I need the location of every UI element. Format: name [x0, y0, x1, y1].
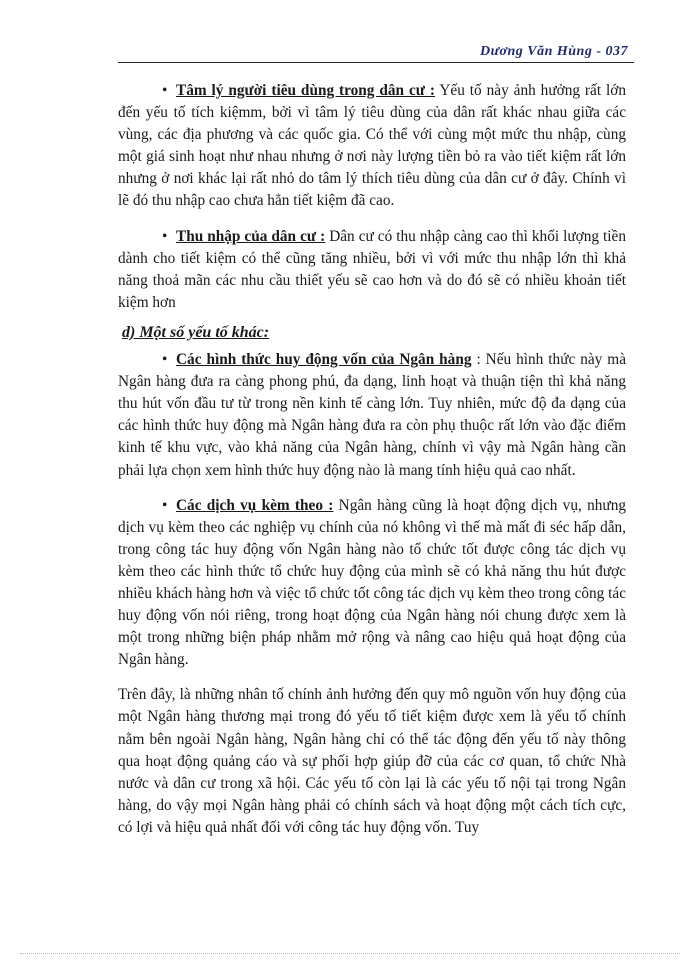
paragraph-text: Yếu tố này ảnh hưởng rất lớn đến yếu tố tích kiệmm, bởi vì tâm lý tiêu dùng của dân rất khác nhau giữa các vùng, các địa phương và các quốc gia. Có thể với cùng một mức thu nhập, cùng một giá sinh hoạt như nhau nhưng ở nơi này lượng tiền bỏ ra vào tiết kiệm rất lớn nhưng ở nơi khác lại rất nhỏ do tâm lý thích tiêu dùng của dân cư ở đây. Chính vì lẽ đó thu nhập cao chưa hẳn tiết kiệm đã cao. [118, 82, 626, 210]
paragraph-text: Ngân hàng cũng là hoạt động dịch vụ, nhưng dịch vụ kèm theo các nghiệp vụ chính của nó không vì thế mà mất đi séc hấp dẫn, trong công tác huy động vốn Ngân hàng nào tổ chức tốt được công tác dịch vụ kèm theo các hình thức tổ chức huy động của mình sẽ có khả năng thu hút được nhiều khách hàng hơn và việc tổ chức tốt công tác dịch vụ kèm theo trong công tác huy động vốn nói riêng, trong hoạt động của Ngân hàng nói chung được xem là một trong những biện pháp nhằm mở rộng và nâng cao hiệu quả hoạt động của Ngân hàng. [118, 496, 626, 669]
paragraph-consumer-psychology [118, 80, 626, 213]
page-header-author: Dương Văn Hùng - 037 [479, 44, 628, 59]
header-rule [118, 62, 634, 63]
paragraph-lead: Các hình thức huy động vốn của Ngân hàng [176, 351, 472, 369]
paragraph-text: Dân cư có thu nhập càng cao thì khối lượng tiền dành cho tiết kiệm có thể cũng tăng nhiều, bởi vì với mức thu nhập lớn thì khả năng thoả mãn các nhu cầu thiết yếu sẽ cao hơn và do đó sẽ có nhiều khoản tiết kiệm hơn [118, 227, 626, 311]
bullet-icon: • [162, 227, 168, 245]
paragraph-lead: Thu nhập của dân cư : [176, 227, 326, 245]
footer-dotted-rule [20, 953, 680, 954]
paragraph-mobilization-forms [118, 349, 626, 482]
paragraph-closing: Trên đây, là những nhân tố chính ảnh hưởng đến quy mô nguồn vốn huy động của một Ngân hàng thương mại trong đó yếu tố tiết kiệm được xem là yếu tố chính nằm bên ngoài Ngân hàng, Ngân hàng chỉ có thể tác động đến yếu tố này thông qua hoạt động quảng cáo và sự phối hợp giúp đỡ của các cơ quan, tổ chức Nhà nước và dân cư trong xã hội. Các yếu tố còn lại là các yếu tố nội tại trong Ngân hàng, do vậy mọi Ngân hàng phải có chính sách và hoạt động một cách tích cực, có lợi và hiệu quả nhất đối với công tác huy động vốn. Tuy [118, 686, 626, 836]
document-body [118, 80, 626, 839]
paragraph-lead: Tâm lý người tiêu dùng trong dân cư : [176, 82, 435, 99]
paragraph-text: : Nếu hình thức này mà Ngân hàng đưa ra càng phong phú, đa dạng, linh hoạt và thuận tiện thì khả năng thu hút vốn đầu tư từ trong nền kinh tế càng lớn. Tuy nhiên, mức độ đa dạng của các hình thức huy động mà Ngân hàng đưa ra còn phụ thuộc rất lớn vào đặc điểm kinh tế khu vực, vào khả năng của Ngân hàng, chính vì vậy mà Ngân hàng cần phải lựa chọn xem hình thức huy động nào là mang tính hiệu quả cao nhất. [118, 351, 626, 479]
section-d-heading: d) Một số yếu tố khác: [122, 323, 270, 341]
bullet-icon: • [162, 82, 168, 99]
bullet-icon: • [162, 351, 168, 369]
paragraph-resident-income [118, 226, 626, 314]
bullet-icon: • [162, 496, 168, 514]
paragraph-lead: Các dịch vụ kèm theo : [176, 496, 334, 514]
paragraph-accompanying-services [118, 495, 626, 672]
